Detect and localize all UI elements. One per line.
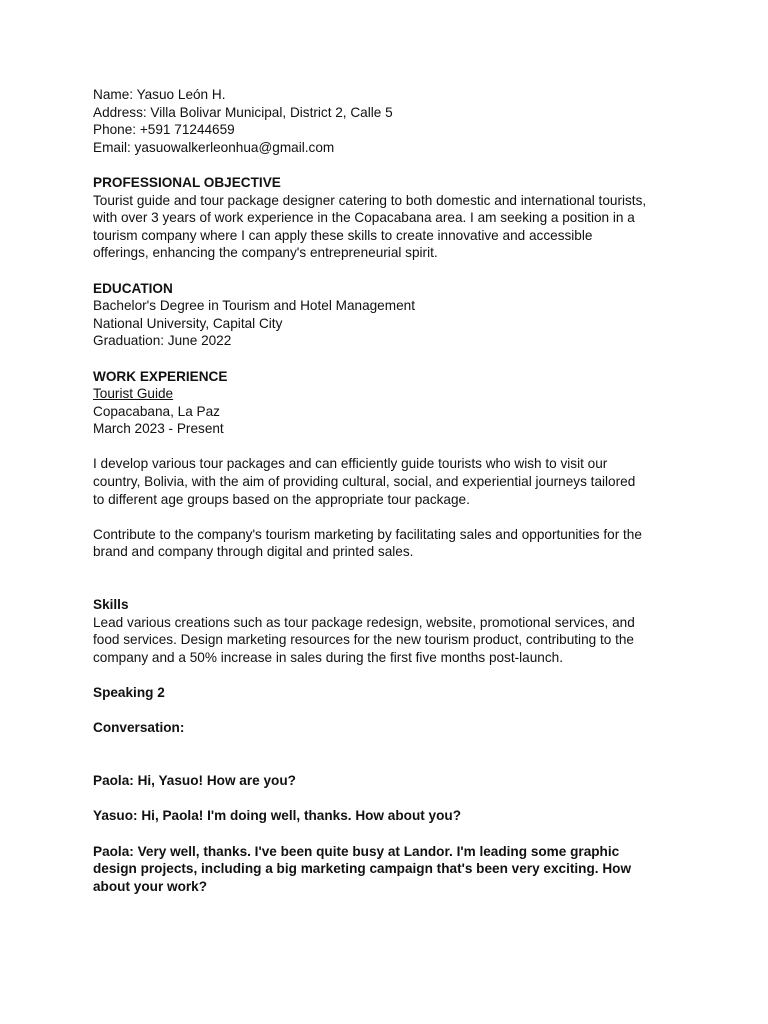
- work-location: Copacabana, La Paz: [93, 403, 220, 419]
- objective-section: [93, 174, 683, 262]
- skills-section: [93, 596, 683, 666]
- contact-phone: Phone: +591 71244659: [93, 122, 235, 138]
- education-section: [93, 280, 683, 350]
- dialogue-turn-line: about your work?: [93, 878, 208, 894]
- work-paragraph-line: country, Bolivia, with the aim of providing cultural, social, and experiential journeys tailored: [93, 474, 636, 490]
- skills-line: company and a 50% increase in sales during the first five months post-launch.: [93, 650, 563, 665]
- objective-line: offerings, enhancing the company's entrepreneurial spirit.: [93, 245, 438, 261]
- skills-line: food services. Design marketing resources for the new tourism product, contributing to the: [93, 632, 634, 648]
- work-role: Tourist Guide: [93, 386, 174, 402]
- conversation-label: Conversation:: [93, 720, 185, 736]
- education-graduation: Graduation: June 2022: [93, 333, 232, 349]
- skills-heading: Skills: [93, 597, 129, 613]
- work-heading: WORK EXPERIENCE: [93, 368, 228, 384]
- education-degree: Bachelor's Degree in Tourism and Hotel Management: [93, 298, 415, 314]
- speaking-section: [93, 684, 683, 895]
- speaking-heading: Speaking 2: [93, 685, 165, 701]
- dialogue-turn: Yasuo: Hi, Paola! I'm doing well, thanks. How about you?: [93, 808, 462, 824]
- objective-line: tourism company where I can apply these skills to create innovative and accessible: [93, 227, 593, 243]
- education-heading: EDUCATION: [93, 280, 173, 296]
- contact-email: Email: yasuowalkerleonhua@gmail.com: [93, 139, 335, 155]
- work-paragraph-line: to different age groups based on the appropriate tour package.: [93, 491, 470, 507]
- contact-address: Address: Villa Bolivar Municipal, District 2, Calle 5: [93, 104, 393, 120]
- work-paragraph-line: Contribute to the company's tourism marketing by facilitating sales and opportunities for the: [93, 526, 642, 542]
- objective-line: Tourist guide and tour package designer catering to both domestic and international tourists,: [93, 192, 647, 208]
- contact-block: [93, 86, 683, 156]
- dialogue-turn-line: design projects, including a big marketing campaign that's been very exciting. How: [93, 861, 632, 877]
- work-paragraph-line: brand and company through digital and printed sales.: [93, 544, 414, 560]
- dialogue-turn-line: Paola: Very well, thanks. I've been quite busy at Landor. I'm leading some graphic: [93, 843, 620, 859]
- resume-document: [93, 86, 683, 895]
- objective-line: with over 3 years of work experience in the Copacabana area. I am seeking a position in a: [93, 210, 635, 226]
- work-dates: March 2023 - Present: [93, 421, 224, 437]
- work-paragraph-line: I develop various tour packages and can efficiently guide tourists who wish to visit our: [93, 456, 608, 472]
- dialogue-turn: Paola: Hi, Yasuo! How are you?: [93, 773, 296, 789]
- objective-heading: PROFESSIONAL OBJECTIVE: [93, 174, 281, 190]
- contact-name: Name: Yasuo León H.: [93, 87, 226, 102]
- work-section: [93, 368, 683, 562]
- education-university: National University, Capital City: [93, 315, 283, 331]
- skills-line: Lead various creations such as tour package redesign, website, promotional services, and: [93, 614, 635, 630]
